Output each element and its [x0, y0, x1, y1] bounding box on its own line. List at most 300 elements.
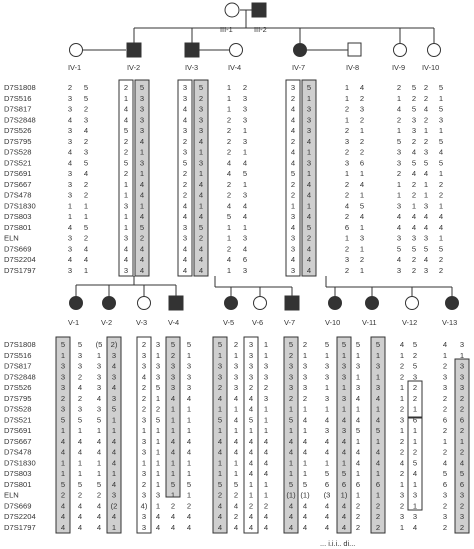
allele: 3 [67, 169, 73, 178]
allele: 3 [155, 372, 161, 382]
allele: 1 [226, 104, 232, 114]
individual-V-12[interactable] [406, 297, 419, 310]
allele: 1 [111, 522, 117, 532]
allele: (2 [110, 501, 118, 511]
allele: 4 [186, 522, 192, 532]
allele: 1 [83, 212, 89, 221]
individual-V-11[interactable] [366, 297, 379, 310]
allele: 1 [399, 479, 405, 489]
allele: 6 [341, 479, 347, 489]
allele: 1 [96, 469, 102, 478]
allele: 4 [77, 501, 83, 511]
allele: 3 [123, 233, 129, 243]
allele: 3 [242, 104, 248, 114]
allele: 4 [182, 212, 188, 221]
allele: 1 [399, 393, 405, 403]
marker-label: D7S1808 [4, 83, 36, 92]
allele: 4 [242, 158, 248, 168]
label-III-1: III-1 [220, 25, 233, 34]
marker-label: D7S478 [4, 190, 32, 200]
allele: 1 [123, 222, 129, 232]
marker-label: D7S2848 [4, 115, 36, 125]
allele: 3 [141, 490, 147, 500]
allele: 3 [111, 490, 117, 500]
allele: 2 [182, 136, 188, 146]
allele: 4 [233, 415, 239, 425]
allele: 5 [341, 340, 347, 349]
individual-IV-4[interactable] [230, 44, 243, 57]
allele: 2 [459, 393, 465, 403]
allele: 4 [77, 383, 83, 392]
marker-label: D7S521 [4, 415, 32, 425]
allele: 2 [411, 265, 417, 275]
allele: 1 [355, 404, 361, 414]
allele: 5 [306, 222, 312, 232]
allele: 2 [459, 426, 465, 435]
allele: 3 [233, 372, 239, 382]
allele: 2 [226, 244, 232, 254]
allele: 4 [288, 512, 294, 521]
allele: 1 [233, 350, 239, 360]
label-IV-10: IV-10 [422, 63, 440, 72]
marker-label: D7S1808 [4, 340, 36, 349]
allele: 1 [263, 404, 269, 414]
allele: 3 [290, 83, 296, 92]
allele: 1 [355, 469, 361, 478]
allele: 4 [198, 190, 204, 200]
allele: 5 [412, 458, 418, 468]
allele: 2 [344, 126, 350, 135]
allele: 2 [438, 255, 444, 264]
allele: 5 [217, 340, 223, 349]
allele: 2 [411, 190, 417, 200]
allele: 4 [226, 158, 232, 168]
allele: 1 [423, 179, 429, 189]
allele: 3 [60, 372, 66, 382]
allele: 1 [186, 490, 192, 500]
allele: 4 [375, 447, 381, 457]
allele: 5 [248, 415, 254, 425]
allele: 1 [324, 383, 330, 392]
allele: 5 [438, 136, 444, 146]
individual-IV-10[interactable] [428, 44, 441, 57]
label-V-2: V-2 [101, 318, 113, 327]
allele: 5 [170, 479, 176, 489]
marker-labels-top [4, 83, 36, 275]
allele: 3 [233, 361, 239, 371]
marker-label: D7S526 [4, 126, 32, 135]
marker-label: D7S803 [4, 469, 32, 478]
allele: 1 [248, 490, 254, 500]
allele: 4 [198, 212, 204, 221]
label-IV-1: IV-1 [68, 63, 82, 72]
allele: 3 [111, 393, 117, 403]
allele: 2 [139, 233, 145, 243]
individual-V-5[interactable] [225, 297, 238, 310]
allele: 4 [411, 222, 417, 232]
allele: 3 [459, 372, 465, 382]
allele: (3 [323, 490, 331, 500]
allele: 3 [341, 361, 347, 371]
allele: 1 [288, 458, 294, 468]
allele: 1 [67, 212, 73, 221]
allele: 4 [111, 447, 117, 457]
allele: 5 [217, 415, 223, 425]
generation-5-lines [76, 276, 452, 297]
allele: 2 [141, 404, 147, 414]
allele: 4 [399, 458, 405, 468]
allele: 1 [123, 190, 129, 200]
allele: 3 [290, 265, 296, 275]
allele: 5 [438, 244, 444, 254]
allele: 4 [111, 512, 117, 521]
allele: 3 [411, 115, 417, 125]
allele: 5 [242, 169, 248, 178]
allele: 1 [396, 126, 402, 135]
allele: 4 [217, 512, 223, 521]
allele: 1 [399, 426, 405, 435]
allele: 1 [438, 201, 444, 211]
allele: 4 [341, 501, 347, 511]
allele: 2 [442, 501, 448, 511]
allele: 4 [67, 222, 73, 232]
allele: 3 [263, 393, 269, 403]
allele: 1 [198, 147, 204, 157]
allele: 4 [77, 522, 83, 532]
allele: 4 [375, 458, 381, 468]
allele: 4 [217, 436, 223, 446]
allele: 3 [141, 361, 147, 371]
allele: 4 [217, 522, 223, 532]
allele: 5 [186, 479, 192, 489]
allele: 1 [217, 350, 223, 360]
allele: 2 [290, 190, 296, 200]
allele: 3 [423, 265, 429, 275]
marker-label: D7S2204 [4, 255, 36, 264]
allele: 2 [170, 501, 176, 511]
allele: 4 [396, 212, 402, 221]
allele: 4 [233, 522, 239, 532]
allele: 2 [396, 115, 402, 125]
label-V-4: V-4 [168, 318, 180, 327]
allele: 1 [67, 201, 73, 211]
allele: 4 [306, 136, 312, 146]
marker-label: D7S795 [4, 136, 32, 146]
allele: 1 [359, 265, 365, 275]
allele: 5 [375, 340, 381, 349]
allele: 4 [123, 255, 129, 264]
allele: 4 [182, 104, 188, 114]
allele: 4 [186, 436, 192, 446]
allele: 1 [302, 426, 308, 435]
allele: 3 [139, 126, 145, 135]
allele: 2 [412, 350, 418, 360]
allele: 4 [411, 212, 417, 221]
allele: 1 [355, 350, 361, 360]
allele: 1 [155, 350, 161, 360]
allele: 4 [242, 244, 248, 254]
allele: (5 [95, 340, 103, 349]
allele: 1 [60, 350, 66, 360]
allele: 4 [423, 222, 429, 232]
individual-V-6[interactable] [254, 297, 267, 310]
allele: 5 [411, 83, 417, 92]
allele: 3 [60, 404, 66, 414]
allele: 1 [226, 93, 232, 103]
individual-IV-8[interactable] [348, 43, 361, 56]
allele: 5 [217, 479, 223, 489]
allele: 3 [344, 158, 350, 168]
marker-label: D7S667 [4, 436, 32, 446]
allele: 3 [442, 512, 448, 521]
allele: 5 [306, 83, 312, 92]
allele: 2 [344, 179, 350, 189]
allele: 1 [233, 426, 239, 435]
allele: 3 [155, 490, 161, 500]
allele: 4 [324, 512, 330, 521]
individual-V-7[interactable] [285, 296, 299, 310]
alleles-top [68, 83, 443, 275]
allele: 4 [442, 340, 448, 349]
allele: 2 [459, 501, 465, 511]
individual-III-2[interactable] [252, 3, 266, 17]
allele: 4 [263, 447, 269, 457]
individual-IV-1[interactable] [70, 44, 83, 57]
allele: 3 [263, 361, 269, 371]
marker-label: ELN [4, 490, 19, 500]
allele: 2 [77, 393, 83, 403]
allele: 4 [139, 179, 145, 189]
allele: 4 [139, 136, 145, 146]
allele: 1 [344, 115, 350, 125]
allele: 3 [182, 126, 188, 135]
allele: 1 [412, 501, 418, 511]
allele: 5 [139, 222, 145, 232]
individual-V-13[interactable] [446, 297, 459, 310]
allele: 4 [182, 201, 188, 211]
allele: 1 [341, 383, 347, 392]
allele: 3 [459, 383, 465, 392]
allele: 1 [233, 404, 239, 414]
allele: 4 [77, 512, 83, 521]
marker-label: D7S1797 [4, 522, 36, 532]
allele: 4 [182, 255, 188, 264]
allele: 2 [438, 179, 444, 189]
allele: 5 [96, 479, 102, 489]
allele: 1 [396, 179, 402, 189]
allele: 1 [217, 404, 223, 414]
allele: 2 [217, 490, 223, 500]
allele: 6 [344, 222, 350, 232]
allele: 3 [412, 512, 418, 521]
allele: 2 [344, 104, 350, 114]
allele: 3 [141, 350, 147, 360]
allele: 4 [77, 436, 83, 446]
allele: 2 [233, 512, 239, 521]
label-V-10: V-10 [325, 318, 341, 327]
allele: 2 [83, 136, 89, 146]
allele: 2 [141, 393, 147, 403]
allele: 2 [359, 147, 365, 157]
allele: 4 [155, 512, 161, 521]
allele: 1 [186, 426, 192, 435]
allele: 1 [288, 469, 294, 478]
allele: 1 [155, 469, 161, 478]
allele: 3 [182, 83, 188, 92]
allele: 4 [67, 255, 73, 264]
individual-III-1[interactable] [225, 3, 239, 17]
allele: 2 [290, 136, 296, 146]
allele: 3 [459, 512, 465, 521]
allele: 3 [302, 361, 308, 371]
allele: 1 [344, 83, 350, 92]
allele: 1 [306, 169, 312, 178]
allele: 4 [83, 169, 89, 178]
allele: 3 [141, 436, 147, 446]
allele: 1 [242, 179, 248, 189]
allele: 3 [141, 415, 147, 425]
allele: 2 [123, 169, 129, 178]
individual-IV-2[interactable] [127, 43, 141, 57]
allele: 4 [233, 393, 239, 403]
allele: 5 [438, 83, 444, 92]
allele: 4 [263, 436, 269, 446]
allele: 2 [396, 169, 402, 178]
marker-labels-bottom [4, 340, 36, 532]
allele: 1 [288, 404, 294, 414]
allele: 4 [423, 104, 429, 114]
marker-label: D7S803 [4, 212, 32, 221]
allele: 4 [83, 255, 89, 264]
allele: 1 [242, 126, 248, 135]
allele: 1 [186, 458, 192, 468]
allele: 2 [423, 136, 429, 146]
allele: 1 [170, 426, 176, 435]
individual-V-3[interactable] [138, 297, 151, 310]
allele: 1 [375, 350, 381, 360]
allele: 4 [290, 126, 296, 135]
allele: 5 [423, 244, 429, 254]
allele: 3 [411, 233, 417, 243]
individual-V-4[interactable] [169, 296, 183, 310]
allele: 4 [248, 393, 254, 403]
allele: 3 [242, 115, 248, 125]
allele: 3 [344, 255, 350, 264]
allele: 1 [217, 458, 223, 468]
allele: 4 [155, 522, 161, 532]
allele: 4 [324, 447, 330, 457]
allele: 4 [355, 458, 361, 468]
allele: 4 [186, 447, 192, 457]
allele: 3 [396, 233, 402, 243]
allele: 1 [306, 201, 312, 211]
individual-IV-3[interactable] [185, 43, 199, 57]
allele: 4 [290, 222, 296, 232]
allele: 2 [302, 340, 308, 349]
allele: 5 [438, 158, 444, 168]
individual-V-2[interactable] [103, 297, 116, 310]
allele: 3 [96, 361, 102, 371]
allele: 6 [355, 479, 361, 489]
allele: 1 [155, 447, 161, 457]
allele: 1 [399, 522, 405, 532]
allele: 2 [344, 147, 350, 157]
allele: 4 [198, 265, 204, 275]
allele: 1 [302, 469, 308, 478]
allele: 1 [375, 490, 381, 500]
label-V-11: V-11 [362, 318, 377, 327]
allele: 3 [139, 115, 145, 125]
allele: 1 [438, 126, 444, 135]
allele: 1 [359, 190, 365, 200]
allele: 1 [341, 350, 347, 360]
allele: 4 [217, 393, 223, 403]
allele: 3 [306, 126, 312, 135]
allele: 1 [198, 201, 204, 211]
allele: 2 [459, 404, 465, 414]
allele: 6 [442, 479, 448, 489]
allele: 3 [341, 393, 347, 403]
allele: 2 [375, 501, 381, 511]
allele: 1 [60, 469, 66, 478]
allele: 3 [170, 361, 176, 371]
allele: 6 [459, 479, 465, 489]
allele: 4 [96, 522, 102, 532]
allele: 1 [155, 501, 161, 511]
allele: 2 [438, 190, 444, 200]
allele: 2 [438, 265, 444, 275]
allele: 4 [341, 436, 347, 446]
allele: 1 [355, 490, 361, 500]
allele: 2 [83, 190, 89, 200]
allele: 5 [139, 83, 145, 92]
label-III-2: III-2 [254, 25, 267, 34]
individual-V-10[interactable] [329, 297, 342, 310]
allele: 1 [233, 469, 239, 478]
individual-IV-7[interactable] [294, 44, 307, 57]
allele: 4 [263, 458, 269, 468]
marker-label: D7S528 [4, 147, 32, 157]
allele: 2 [123, 83, 129, 92]
allele: 1 [83, 265, 89, 275]
allele: 2 [141, 340, 147, 349]
marker-label: D7S801 [4, 479, 32, 489]
allele: 3 [324, 361, 330, 371]
allele: 4 [96, 393, 102, 403]
allele: 3 [242, 265, 248, 275]
allele: 3 [396, 147, 402, 157]
allele: 3 [96, 372, 102, 382]
allele: 6 [412, 415, 418, 425]
allele: 1 [155, 426, 161, 435]
allele: 4 [233, 436, 239, 446]
allele: 1 [96, 350, 102, 360]
allele: 3 [442, 372, 448, 382]
allele: 2 [423, 83, 429, 92]
individual-V-1[interactable] [70, 297, 83, 310]
allele: 1 [155, 436, 161, 446]
allele: 3 [248, 350, 254, 360]
allele: 3 [67, 190, 73, 200]
individual-IV-9[interactable] [394, 44, 407, 57]
allele: 4 [60, 522, 66, 532]
allele: 3 [399, 490, 405, 500]
allele: 1 [217, 426, 223, 435]
allele: 1 [344, 93, 350, 103]
marker-label: D7S526 [4, 383, 32, 392]
allele: 1 [324, 458, 330, 468]
marker-label: D7S669 [4, 244, 32, 254]
